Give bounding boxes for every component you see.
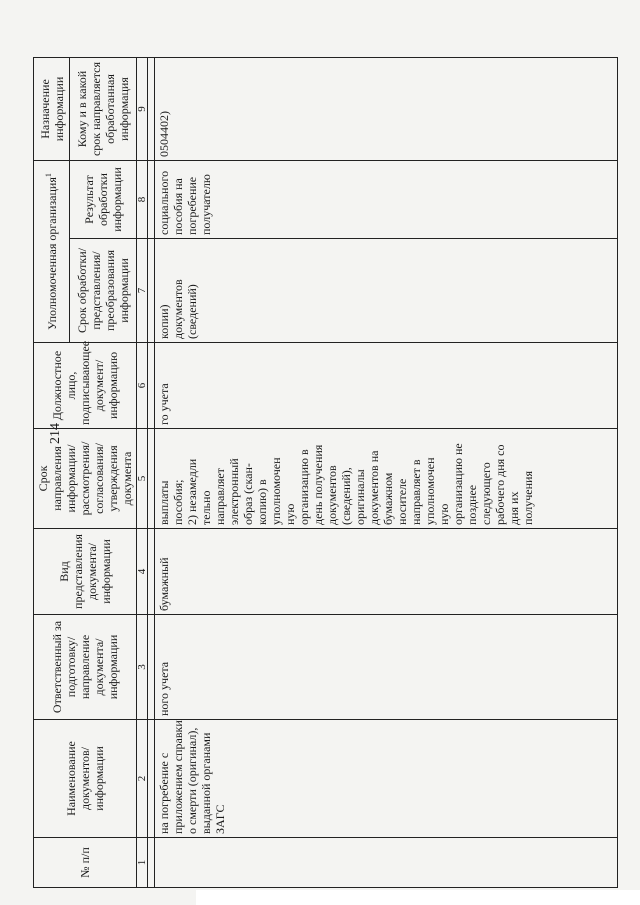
cell-text-line: (сведений) [185,284,199,339]
page-number: 214 [48,423,63,444]
cell-text-line: организацию не [451,443,465,525]
header-responsible: Ответственный за подготовку/ направление документа/ информации [34,615,137,720]
cell-text-line: направляет [213,468,227,525]
document-table [33,57,618,888]
cell-text-line: копию) в [255,479,269,525]
cell-text-line: 2) незамедли [185,458,199,525]
cell-official [155,343,618,429]
spacer-row [148,58,155,888]
scan-edge-strip [196,890,640,905]
column-index: 1 [137,838,148,888]
cell-text-line: получателю [199,174,213,235]
cell-text-line: уполномочен [269,457,283,525]
footnote-marker: 1 [43,173,53,178]
table-row [155,58,618,888]
spacer-cell [148,720,155,838]
column-index: 9 [137,58,148,161]
cell-text-line: день получения [311,444,325,525]
header-processing-term: Срок обработки/ представления/ преобразования информации [70,239,137,343]
cell-text-line: выплаты [157,480,171,525]
spacer-cell [148,838,155,888]
header-deadline: Срок направления информации/ рассмотрения/ согласования/ утверждения документа [34,429,137,529]
cell-text-line: пособия; [171,479,185,525]
header-document-name: Наименование документов/ информации [34,720,137,838]
cell-text-line: уполномочен [423,457,437,525]
cell-text-line: оригиналы [353,469,367,525]
cell-text-line: ного учета [157,661,171,716]
header-recipient: Кому и в какой срок направляется обработанная информация [70,58,137,161]
cell-text-line: документов на [367,450,381,525]
cell-text-line: дня их [507,491,521,525]
cell-text-line: на погребение с [157,752,171,834]
cell-text-line: документов [171,279,185,339]
header-presentation-type: Вид представления документа/ информации [34,529,137,615]
cell-text-line: погребение [185,176,199,235]
cell-text-line: организацию в [297,449,311,525]
cell-presentation-type [155,529,618,615]
header-authorized-organization [34,161,70,343]
cell-text-line: ную [437,503,451,525]
column-index: 3 [137,615,148,720]
cell-text-line: о смерти (оригинал), [185,727,199,834]
cell-text-line: электронный [227,458,241,525]
spacer-cell [148,343,155,429]
header-authorized-organization-label: Уполномоченная организация [44,177,59,330]
spacer-cell [148,161,155,239]
cell-text-line: направляет в [409,459,423,525]
rotated-table-sheet [33,58,609,888]
cell-responsible [155,615,618,720]
cell-deadline [155,429,618,529]
cell-text-line: (сведений), [339,467,353,525]
cell-text-line: рабочего дня со [493,444,507,525]
spacer-cell [148,239,155,343]
cell-text-line: 0504402) [157,111,171,157]
spacer-cell [148,58,155,161]
spacer-cell [148,529,155,615]
cell-text-line: пособия на [171,178,185,235]
cell-text-line: приложением справки [171,720,185,834]
column-index: 5 [137,429,148,529]
column-index: 6 [137,343,148,429]
spacer-cell [148,429,155,529]
cell-text-line: образ (скан- [241,463,255,525]
spacer-cell [148,615,155,720]
cell-text-line: бумажный [157,557,171,611]
cell-recipient [155,58,618,161]
cell-text-line: позднее [465,484,479,525]
cell-text-line: следующего [479,462,493,525]
cell-processing-term [155,239,618,343]
cell-text-line: получения [521,471,535,525]
column-index: 8 [137,161,148,239]
cell-text-line: документов [325,465,339,525]
header-official: Должностное лицо, подписывающее документ/ информацию [34,343,137,429]
cell-text-line: выданной органами [199,732,213,834]
cell-number [155,838,618,888]
cell-text-line: социального [157,170,171,235]
column-index: 2 [137,720,148,838]
cell-text-line: тельно [199,490,213,525]
cell-processing-result [155,161,618,239]
column-index: 4 [137,529,148,615]
cell-text-line: ную [283,503,297,525]
header-processing-result: Результат обработки информации [70,161,137,239]
cell-text-line: бумажном [381,472,395,525]
header-number: № п/п [34,838,137,888]
column-index: 7 [137,239,148,343]
header-purpose: Назначение информации [34,58,70,161]
cell-text-line: копии) [157,304,171,339]
cell-text-line: го учета [157,383,171,425]
cell-text-line: ЗАГС [213,804,227,834]
cell-text-line: носителе [395,478,409,525]
cell-document-name [155,720,618,838]
